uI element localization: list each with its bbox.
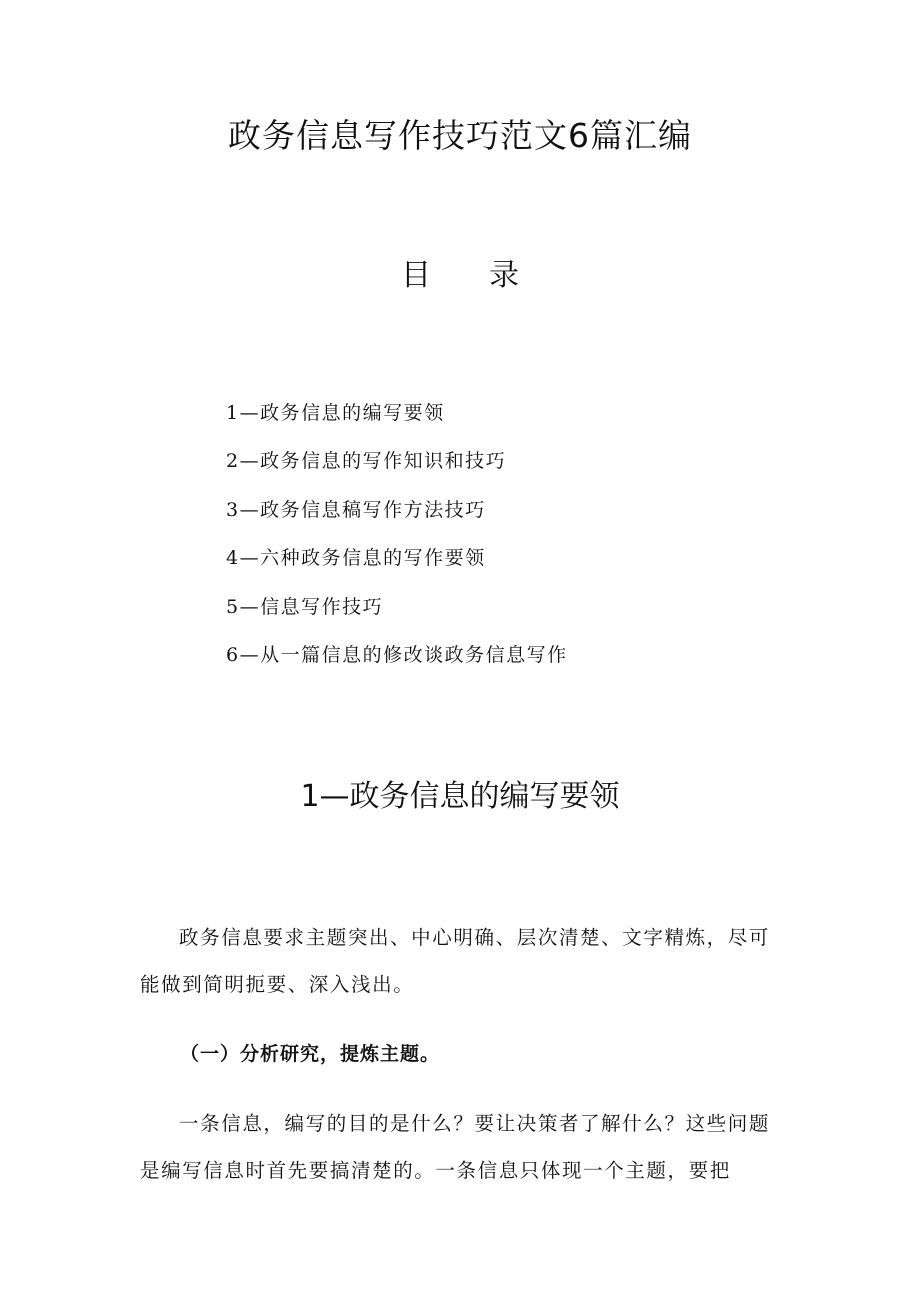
toc-item[interactable]: 4—六种政务信息的写作要领	[226, 547, 486, 570]
body-paragraph-1: 政务信息要求主题突出、中心明确、层次清楚、文字精炼，尽可能做到简明扼要、深入浅出。	[140, 926, 770, 996]
toc-heading-left: 目	[401, 258, 431, 293]
toc-item[interactable]: 1—政务信息的编写要领	[226, 402, 445, 424]
subheading-1: （一）分析研究，提炼主题。	[180, 1043, 441, 1065]
toc-item[interactable]: 2—政务信息的写作知识和技巧	[226, 450, 507, 473]
table-of-contents	[226, 398, 568, 688]
body-paragraph-2: 一条信息，编写的目的是什么？要让决策者了解什么？这些问题是编写信息时首先要搞清楚的。一条信息只体现一个主题，要把	[140, 1112, 770, 1182]
section-title: 1—政务信息的编写要领	[300, 779, 620, 814]
document-title: 政务信息写作技巧范文6篇汇编	[228, 116, 692, 155]
toc-heading-right: 录	[489, 258, 519, 293]
toc-item[interactable]: 3—政务信息稿写作方法技巧	[226, 498, 486, 521]
toc-heading	[0, 254, 920, 298]
toc-item[interactable]: 6—从一篇信息的修改谈政务信息写作	[226, 643, 568, 666]
toc-item[interactable]: 5—信息写作技巧	[226, 595, 384, 618]
